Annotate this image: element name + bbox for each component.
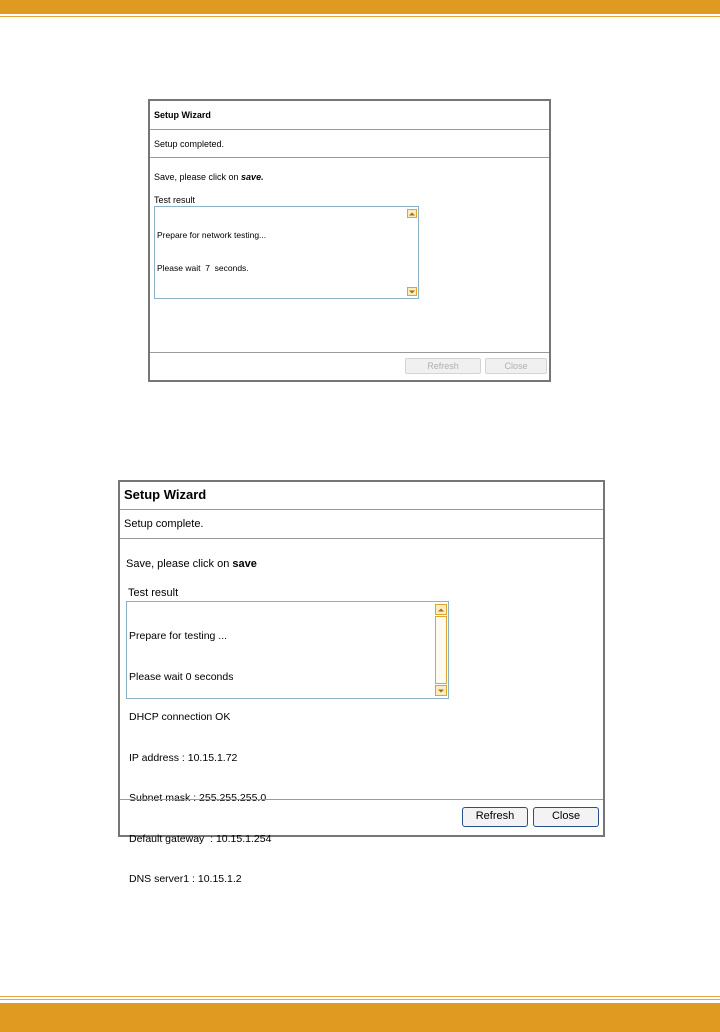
save-instruction [126, 558, 257, 570]
test-result-line: DNS server1 : 10.15.1.2 [129, 873, 242, 885]
test-result-line: Default gateway : 10.15.1.254 [129, 832, 272, 845]
scroll-down-arrow-icon[interactable] [407, 287, 417, 296]
test-result-line: Subnet mask : 255.255.255.0 [129, 792, 267, 804]
test-result-label: Test result [128, 587, 179, 599]
save-instruction-text: Save, please click on [126, 558, 233, 570]
wizard-footer [150, 352, 549, 380]
test-result-line: Prepare for testing ... [129, 630, 228, 642]
save-instruction [154, 172, 264, 182]
refresh-button[interactable]: Refresh [462, 807, 528, 827]
test-result-line: IP address : 10.15.1.72 [129, 751, 238, 764]
close-button[interactable]: Close [485, 358, 547, 374]
textarea-scrollbar[interactable] [406, 207, 418, 298]
wizard-title: Setup Wizard [150, 101, 549, 130]
setup-wizard-panel-testing [148, 99, 551, 382]
header-band [0, 0, 720, 14]
save-keyword: save [232, 558, 257, 570]
test-result-textarea[interactable] [126, 601, 449, 885]
refresh-button[interactable]: Refresh [405, 358, 481, 374]
test-result-line: Please wait 7 seconds. [157, 263, 249, 273]
test-result-textarea[interactable] [154, 206, 419, 299]
wizard-footer [120, 799, 603, 835]
test-result-lines [157, 208, 266, 296]
scroll-up-arrow-icon[interactable] [407, 209, 417, 218]
header-rule [0, 16, 720, 17]
test-result-lines [129, 603, 271, 914]
setup-wizard-panel-complete [118, 480, 605, 885]
footer-rule [0, 999, 720, 1000]
wizard-title: Setup Wizard [120, 482, 603, 510]
test-result-label: Test result [154, 195, 196, 205]
save-keyword: save. [241, 172, 264, 182]
scroll-up-arrow-icon[interactable] [435, 604, 447, 615]
scroll-down-arrow-icon[interactable] [435, 685, 447, 696]
close-button[interactable]: Close [533, 807, 599, 827]
wizard-status: Setup completed. [150, 130, 549, 158]
scroll-thumb[interactable] [435, 616, 447, 684]
save-instruction-text: Save, please click on [154, 172, 242, 182]
footer-band [0, 1003, 720, 1032]
test-result-line: DHCP connection OK [129, 711, 231, 723]
wizard-status: Setup complete. [120, 510, 603, 539]
textarea-scrollbar[interactable] [434, 602, 448, 698]
footer-rule [0, 996, 720, 997]
test-result-line: Please wait 0 seconds [129, 670, 234, 683]
test-result-line: Prepare for network testing... [157, 230, 267, 240]
